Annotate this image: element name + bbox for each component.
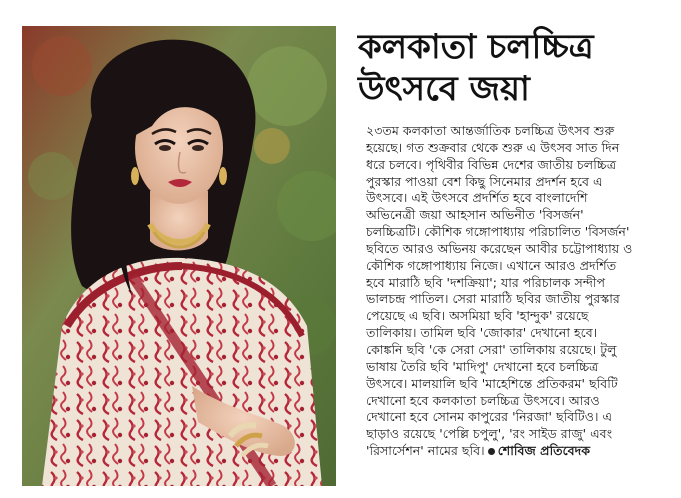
body-line: ছবিতে আরও অভিনয় করেছেন আবীর চট্টোপাধ্যায় ও — [366, 240, 633, 256]
body-line: ভাষায় তৈরি ছবি 'মাদিপু' দেখানো হবে চলচ্চিত্র — [366, 358, 599, 374]
body-line: কোঙ্কনি ছবি 'কে সেরা সেরা' তালিকায় রয়েছে। টুলু — [366, 341, 617, 357]
body-line: পেয়েছে এ ছবি। অসমিয়া ছবি 'হান্দুক' রয়েছে — [366, 308, 589, 324]
body-line: দেখানো হবে কলকাতা চলচ্চিত্র উৎসবে। আরও — [366, 392, 600, 408]
body-line: চলচ্চিত্রটি। কৌশিক গঙ্গোপাধ্যায় পরিচালিত 'বিসর্জন' — [366, 224, 630, 240]
body-line: কৌশিক গঙ্গোপাধ্যায় নিজে। এখানে আরও প্রদর্শিত — [366, 257, 617, 273]
body-line: হয়েছে। গত শুক্রবার থেকে শুরু এ উৎসব সাত দিন — [366, 139, 620, 155]
body-line: উৎসবে। মালয়ালি ছবি 'মাহেশিন্তে প্রতিকরম' ছবিটি — [366, 375, 618, 391]
body-line-last — [366, 443, 670, 460]
body-line: তালিকায়। তামিল ছবি 'জোকার' দেখানো হবে। — [366, 325, 598, 341]
body-line: উৎসবে। এই উৎসবে প্রদর্শিত হবে বাংলাদেশি — [366, 190, 588, 206]
headline-line-2: উৎসবে জয়া — [358, 69, 530, 109]
actress-photo — [22, 26, 336, 486]
body-line: দেখানো হবে সোনম কাপুরের 'নিরজা' ছবিটিও। এ — [366, 409, 613, 425]
body-line: অভিনেত্রী জয়া আহসান অভিনীত 'বিসর্জন' — [366, 207, 584, 223]
headline-line-1: কলকাতা চলচ্চিত্র — [358, 27, 594, 67]
body-line: পুরস্কার পাওয়া বেশ কিছু সিনেমার প্রদর্শন হবে এ — [366, 173, 603, 189]
body-line: ছাড়াও রয়েছে 'পেল্লি চপুলু', 'রং সাইড রাজু' এবং — [366, 426, 613, 442]
headline — [358, 26, 658, 110]
body-line: হবে মারাঠি ছবি 'দশক্রিয়া'; যার পরিচালক সন্দীপ — [366, 274, 606, 290]
body-line: ভালচন্দ্র পাতিল। সেরা মারাঠি ছবির জাতীয় পুরস্কার — [366, 291, 620, 307]
bullet-icon — [488, 448, 495, 455]
article-body — [366, 123, 670, 460]
body-line: ধরে চলবে। পৃথিবীর বিভিন্ন দেশের জাতীয় চলচ্চিত্র — [366, 156, 617, 172]
body-line-text: 'রিসার্সেশন' নামের ছবি। — [366, 443, 485, 459]
byline: শোবিজ প্রতিবেদক — [497, 443, 591, 459]
body-line: ২৩তম কলকাতা আন্তর্জাতিক চলচ্চিত্র উৎসব শুরু — [366, 123, 615, 138]
